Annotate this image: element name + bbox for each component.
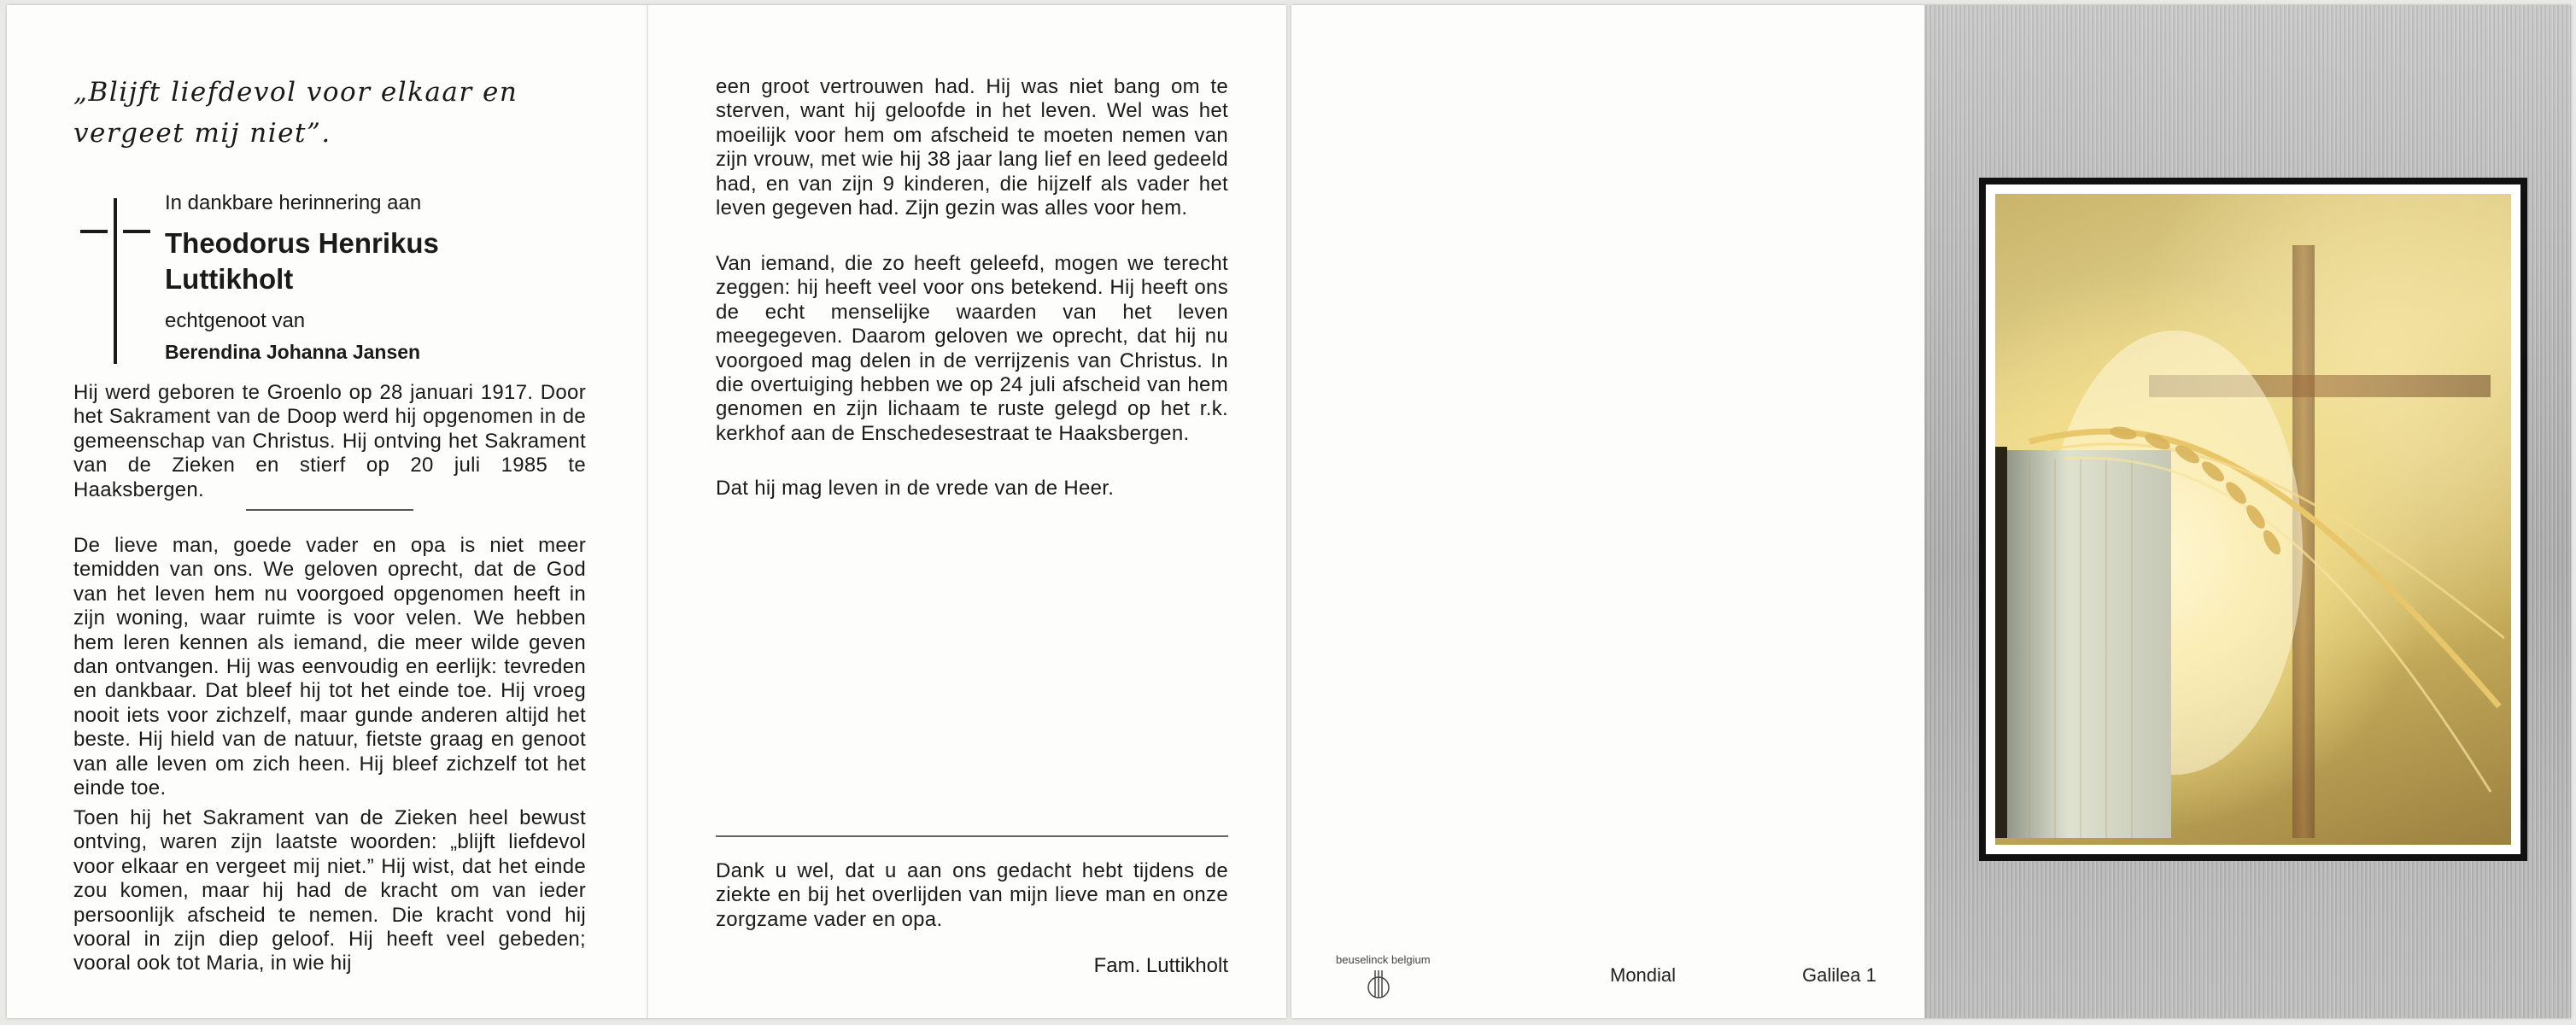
- cross-wheat-bible-photo: [1995, 194, 2511, 845]
- memorial-card-outside: [1291, 5, 2571, 1018]
- spouse-name: Berendina Johanna Jansen: [165, 341, 421, 363]
- memorial-card-inside: [7, 5, 1286, 1018]
- logo-text: beuselinck belgium: [1336, 953, 1431, 966]
- book-icon: [2000, 450, 2171, 838]
- family-signature: Fam. Luttikholt: [1093, 954, 1228, 977]
- intro-text: In dankbare herinnering aan: [165, 191, 422, 214]
- divider: [246, 509, 413, 511]
- publisher-emblem-icon: [1358, 969, 1399, 999]
- series-label: Mondial: [1610, 964, 1677, 986]
- biography-paragraph: Hij werd geboren te Groenlo op 28 januari 1917. Door het Sakrament van de Doop werd hij opgenomen in de gemeenschap van Christus. Hij ontving het Sakrament van de Zieken en stierf op 20 juli 1985 te Haaksbergen.: [73, 381, 586, 501]
- tribute-paragraph-4: Van iemand, die zo heeft geleefd, mogen we terecht zeggen: hij heeft veel voor ons betekend. Hij heeft ons de echt menselijke waarden van het leven meegegeven. Daarom geloven we oprecht, dat hij nu voorgoed mag delen in de verrijzenis van Christus. In die overtuiging hebben we op 24 juli afscheid van hem genomen en zijn lichaam te ruste gelegd op het r.k. kerkhof aan de Enschedesestraat te Haaksbergen.: [716, 252, 1228, 445]
- tribute-paragraph-3: een groot vertrouwen had. Hij was niet bang om te sterven, want hij geloofde in het leven. Wel was het moeilijk voor hem om afscheid te moeten nemen van zijn vrouw, met wie hij 38 jaar lang lief en leed gedeeld had, en van zijn 9 kinderen, die hijzelf als vader het leven gegeven had. Zijn gezin was alles voor hem.: [716, 75, 1228, 220]
- publisher-logo: [1336, 953, 1431, 1004]
- model-label: Galilea 1: [1802, 964, 1876, 986]
- tribute-paragraph-1: De lieve man, goede vader en opa is niet meer temidden van ons. We geloven oprecht, dat de God van het leven hem nu voorgoed opgenomen heeft in zijn woning, waar ruimte is voor velen. We hebben hem leren kennen als iemand, die meer wilde geven dan ontvangen. Hij was eenvoudig en eerlijk: tevreden en dankbaar. Dat bleef hij tot het einde toe. Hij vroeg nooit iets voor zichzelf, maar gunde anderen altijd het beste. Hij hield van de natuur, fietste graag en genoot van alle leven om zich heen. Hij bleef zichzelf tot het einde toe.: [73, 534, 586, 800]
- deceased-name: Theodorus Henrikus Luttikholt: [165, 227, 439, 295]
- divider: [716, 835, 1228, 837]
- card-fold: [647, 5, 648, 1018]
- photo-illustration: [1995, 194, 2504, 838]
- spouse-label: echtgenoot van: [165, 309, 306, 332]
- quote: „Blijft liefdevol voor elkaar en vergeet mij niet”.: [73, 77, 518, 149]
- photo-frame: [1979, 178, 2527, 861]
- closing-line: Dat hij mag leven in de vrede van de Heer.: [716, 477, 1115, 500]
- tribute-paragraph-2: Toen hij het Sakrament van de Zieken heel bewust ontving, waren zijn laatste woorden: „blijft liefdevol voor elkaar en vergeet mij niet.” Hij wist, dat het einde zou komen, maar hij had de kracht om van ieder persoonlijk afscheid te nemen. Die kracht vond hij vooral in zijn diep geloof. Hij heeft veel gebeden; vooral ook tot Maria, in wie hij: [73, 806, 586, 975]
- silver-cover: [1924, 5, 2571, 1018]
- thanks-paragraph: Dank u wel, dat u aan ons gedacht hebt tijdens de ziekte en bij het overlijden van mijn lieve man en onze zorgzame vader en opa.: [716, 859, 1228, 931]
